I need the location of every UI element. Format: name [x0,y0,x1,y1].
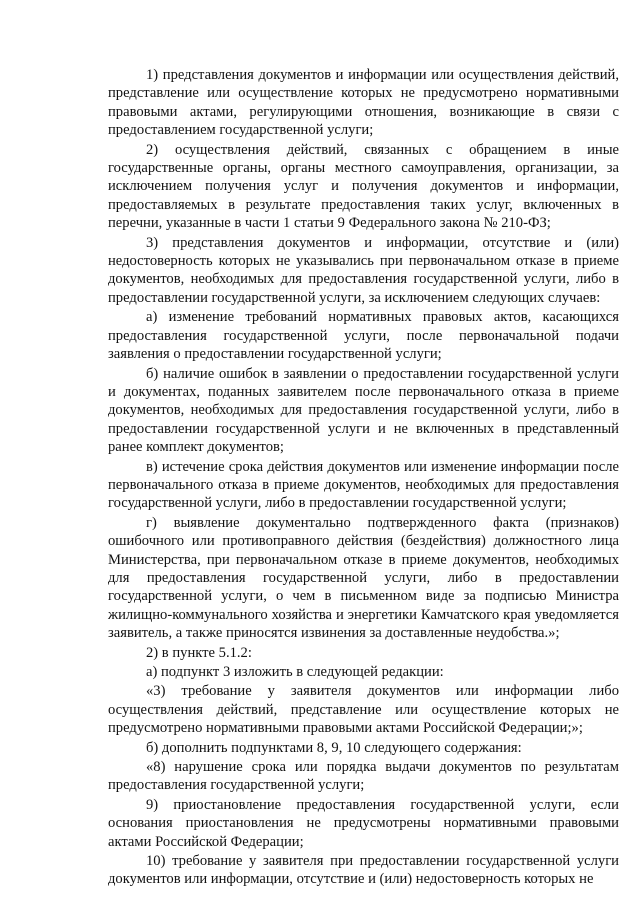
paragraph-quote-3: «3) требование у заявителя документов или информации либо осуществления действий, представление или осуществление которых не предусмотрено нормативными правовыми актами Российской Федерации;»; [108,683,619,737]
paragraph-quote-9: 9) приостановление предоставления государственной услуги, если основания приостановления не предусмотрены нормативными правовыми актами Российской Федерации; [108,796,619,850]
paragraph-3: 3) представления документов и информации, отсутствие и (или) недостоверность которых не указывались при первоначальном отказе в приеме документов, необходимых для предоставления государственной услуги, либо в предоставлении государственной услуги, за исключением следующих случаев: [108,234,619,306]
paragraph-quote-8: «8) нарушение срока или порядка выдачи документов по результатам предоставления государственной услуги; [108,759,619,794]
paragraph-2: 2) осуществления действий, связанных с обращением в иные государственные органы, органы местного самоуправления, организации, за исключением получения услуг и получения документов и информации, предоставляемых в результате предоставления таких услуг, включенных в перечни, указанные в части 1 статьи 9 Федерального закона № 210-ФЗ; [108,141,619,232]
paragraph-1: 1) представления документов и информации или осуществления действий, представление или осуществление которых не предусмотрено нормативными правовыми актами, регулирующими отношения, возникающие в связи с предоставлением государственной услуги; [108,67,619,139]
paragraph-3c: в) истечение срока действия документов или изменение информации после первоначального отказа в приеме документов, необходимых для предоставления государственной услуги, либо в предоставлении государственной услуги; [108,458,619,512]
paragraph-item-2a: а) подпункт 3 изложить в следующей редакции: [146,664,444,680]
paragraph-quote-10: 10) требование у заявителя при предоставлении государственной услуги документов или информации, отсутствие и (или) недостоверность которых не [108,853,619,888]
paragraph-item-2: 2) в пункте 5.1.2: [146,644,252,661]
paragraph-3a: а) изменение требований нормативных правовых актов, касающихся предоставления государственной услуги, после первоначальной подачи заявления о предоставлении государственной услуги; [108,309,619,363]
document-page [108,66,619,889]
paragraph-3d: г) выявление документально подтвержденного факта (признаков) ошибочного или противоправного действия (бездействия) должностного лица Министерства, при первоначальном отказе в приеме документов, необходимых для предоставления государственной услуги, либо в предоставлении государственной услуги, о чем в письменном виде за подписью Министра жилищно-коммунального хозяйства и энергетики Камчатского края уведомляется заявитель, а также приносятся извинения за доставленные неудобства.»; [108,514,619,642]
paragraph-item-2b: б) дополнить подпунктами 8, 9, 10 следующего содержания: [146,739,522,756]
paragraph-3b: б) наличие ошибок в заявлении о предоставлении государственной услуги и документах, поданных заявителем после первоначального отказа в приеме документов, необходимых для предоставления государственной услуги, либо в предоставлении государственной услуги и не включенных в представленный ранее комплект документов; [108,365,619,456]
